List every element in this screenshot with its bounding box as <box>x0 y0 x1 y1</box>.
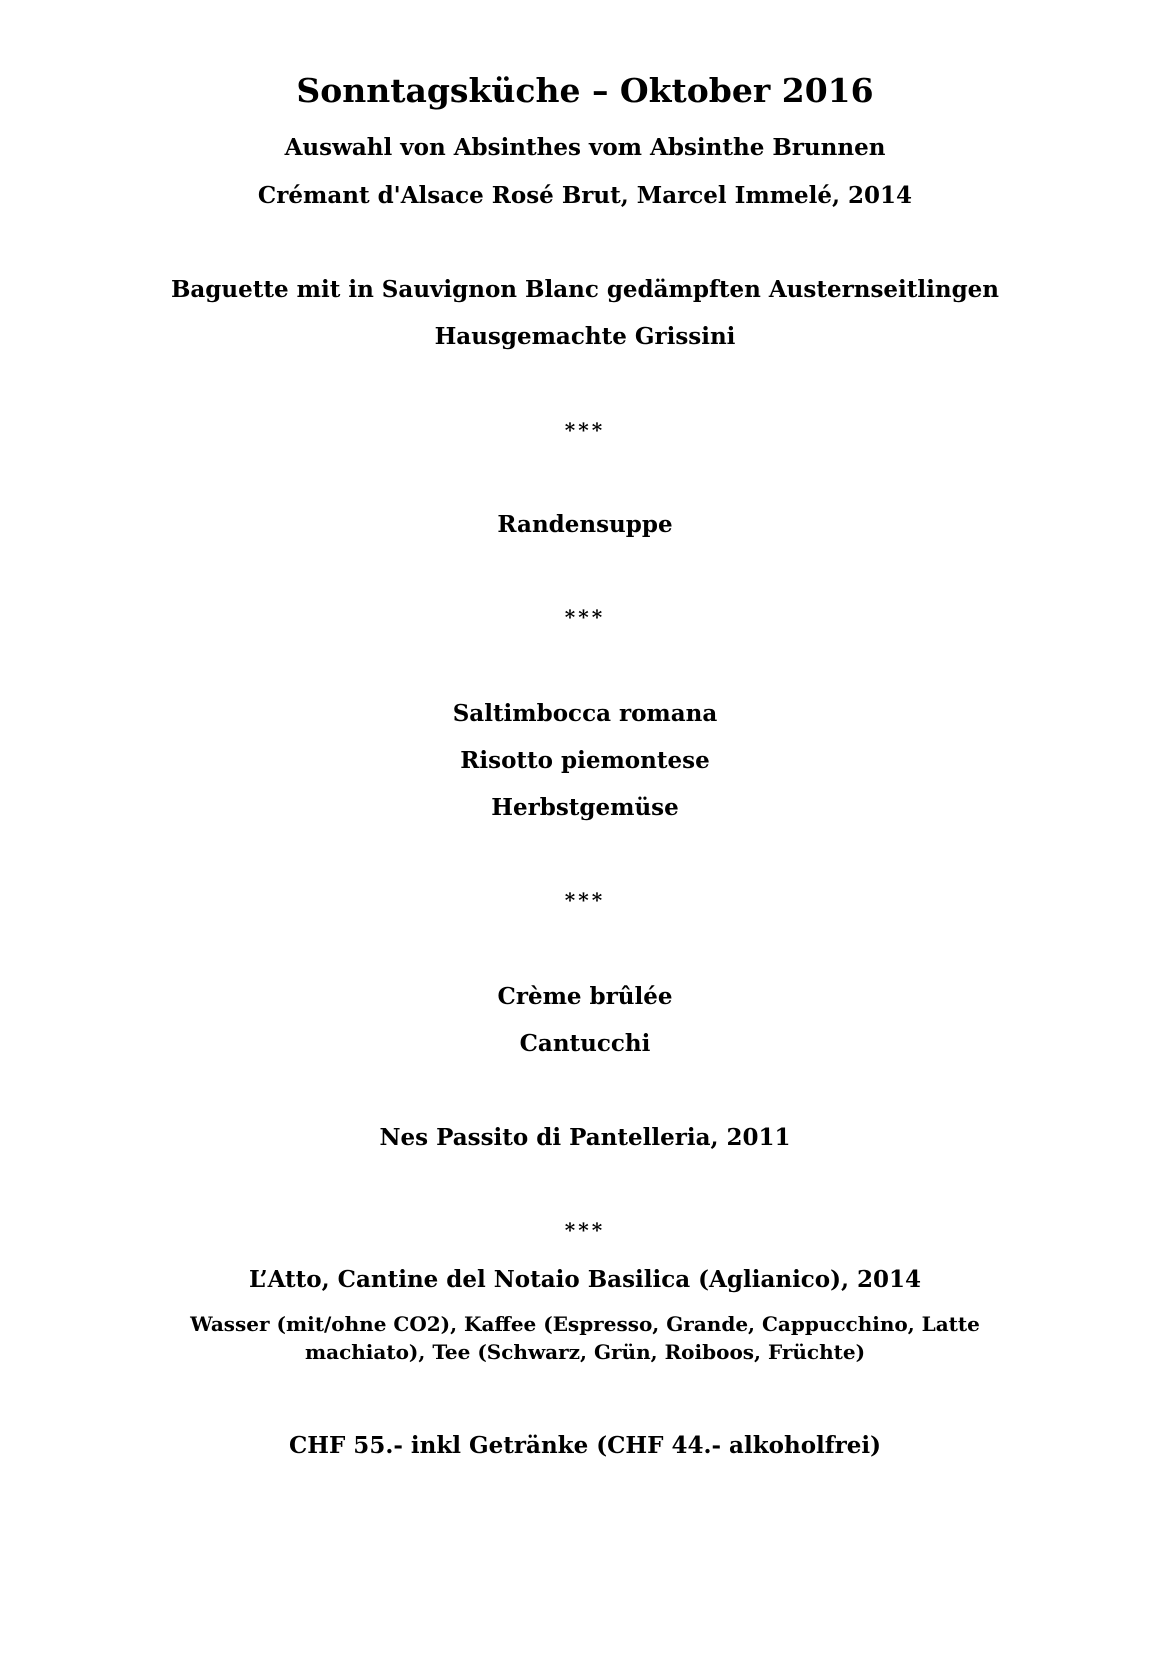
starter-baguette: Baguette mit in Sauvignon Blanc gedämpften Austernseitlingen <box>170 276 1000 303</box>
soup-course: Randensuppe <box>497 511 673 538</box>
red-wine: L’Atto, Cantine del Notaio Basilica (Aglianico), 2014 <box>248 1266 922 1293</box>
drinks-line-2: machiato), Tee (Schwarz, Grün, Roiboos, Früchte) <box>304 1340 866 1364</box>
dessert-cantucchi: Cantucchi <box>519 1030 651 1057</box>
dessert-wine: Nes Passito di Pantelleria, 2011 <box>379 1124 791 1151</box>
separator-2: *** <box>564 605 606 629</box>
menu-title: Sonntagsküche – Oktober 2016 <box>296 71 874 110</box>
separator-4: *** <box>564 1218 606 1242</box>
starter-grissini: Hausgemachte Grissini <box>434 323 736 350</box>
main-vegetables: Herbstgemüse <box>491 794 679 821</box>
price: CHF 55.- inkl Getränke (CHF 44.- alkoholfrei) <box>288 1432 882 1459</box>
dessert-creme-brulee: Crème brûlée <box>497 983 673 1010</box>
aperitif-absinthe: Auswahl von Absinthes vom Absinthe Brunnen <box>284 134 886 161</box>
separator-3: *** <box>564 888 606 912</box>
separator-1: *** <box>564 418 606 442</box>
main-saltimbocca: Saltimbocca romana <box>452 700 718 727</box>
drinks-line-1: Wasser (mit/ohne CO2), Kaffee (Espresso, Grande, Cappucchino, Latte <box>190 1312 980 1336</box>
aperitif-cremant: Crémant d'Alsace Rosé Brut, Marcel Immelé, 2014 <box>257 182 913 209</box>
main-risotto: Risotto piemontese <box>460 747 710 774</box>
